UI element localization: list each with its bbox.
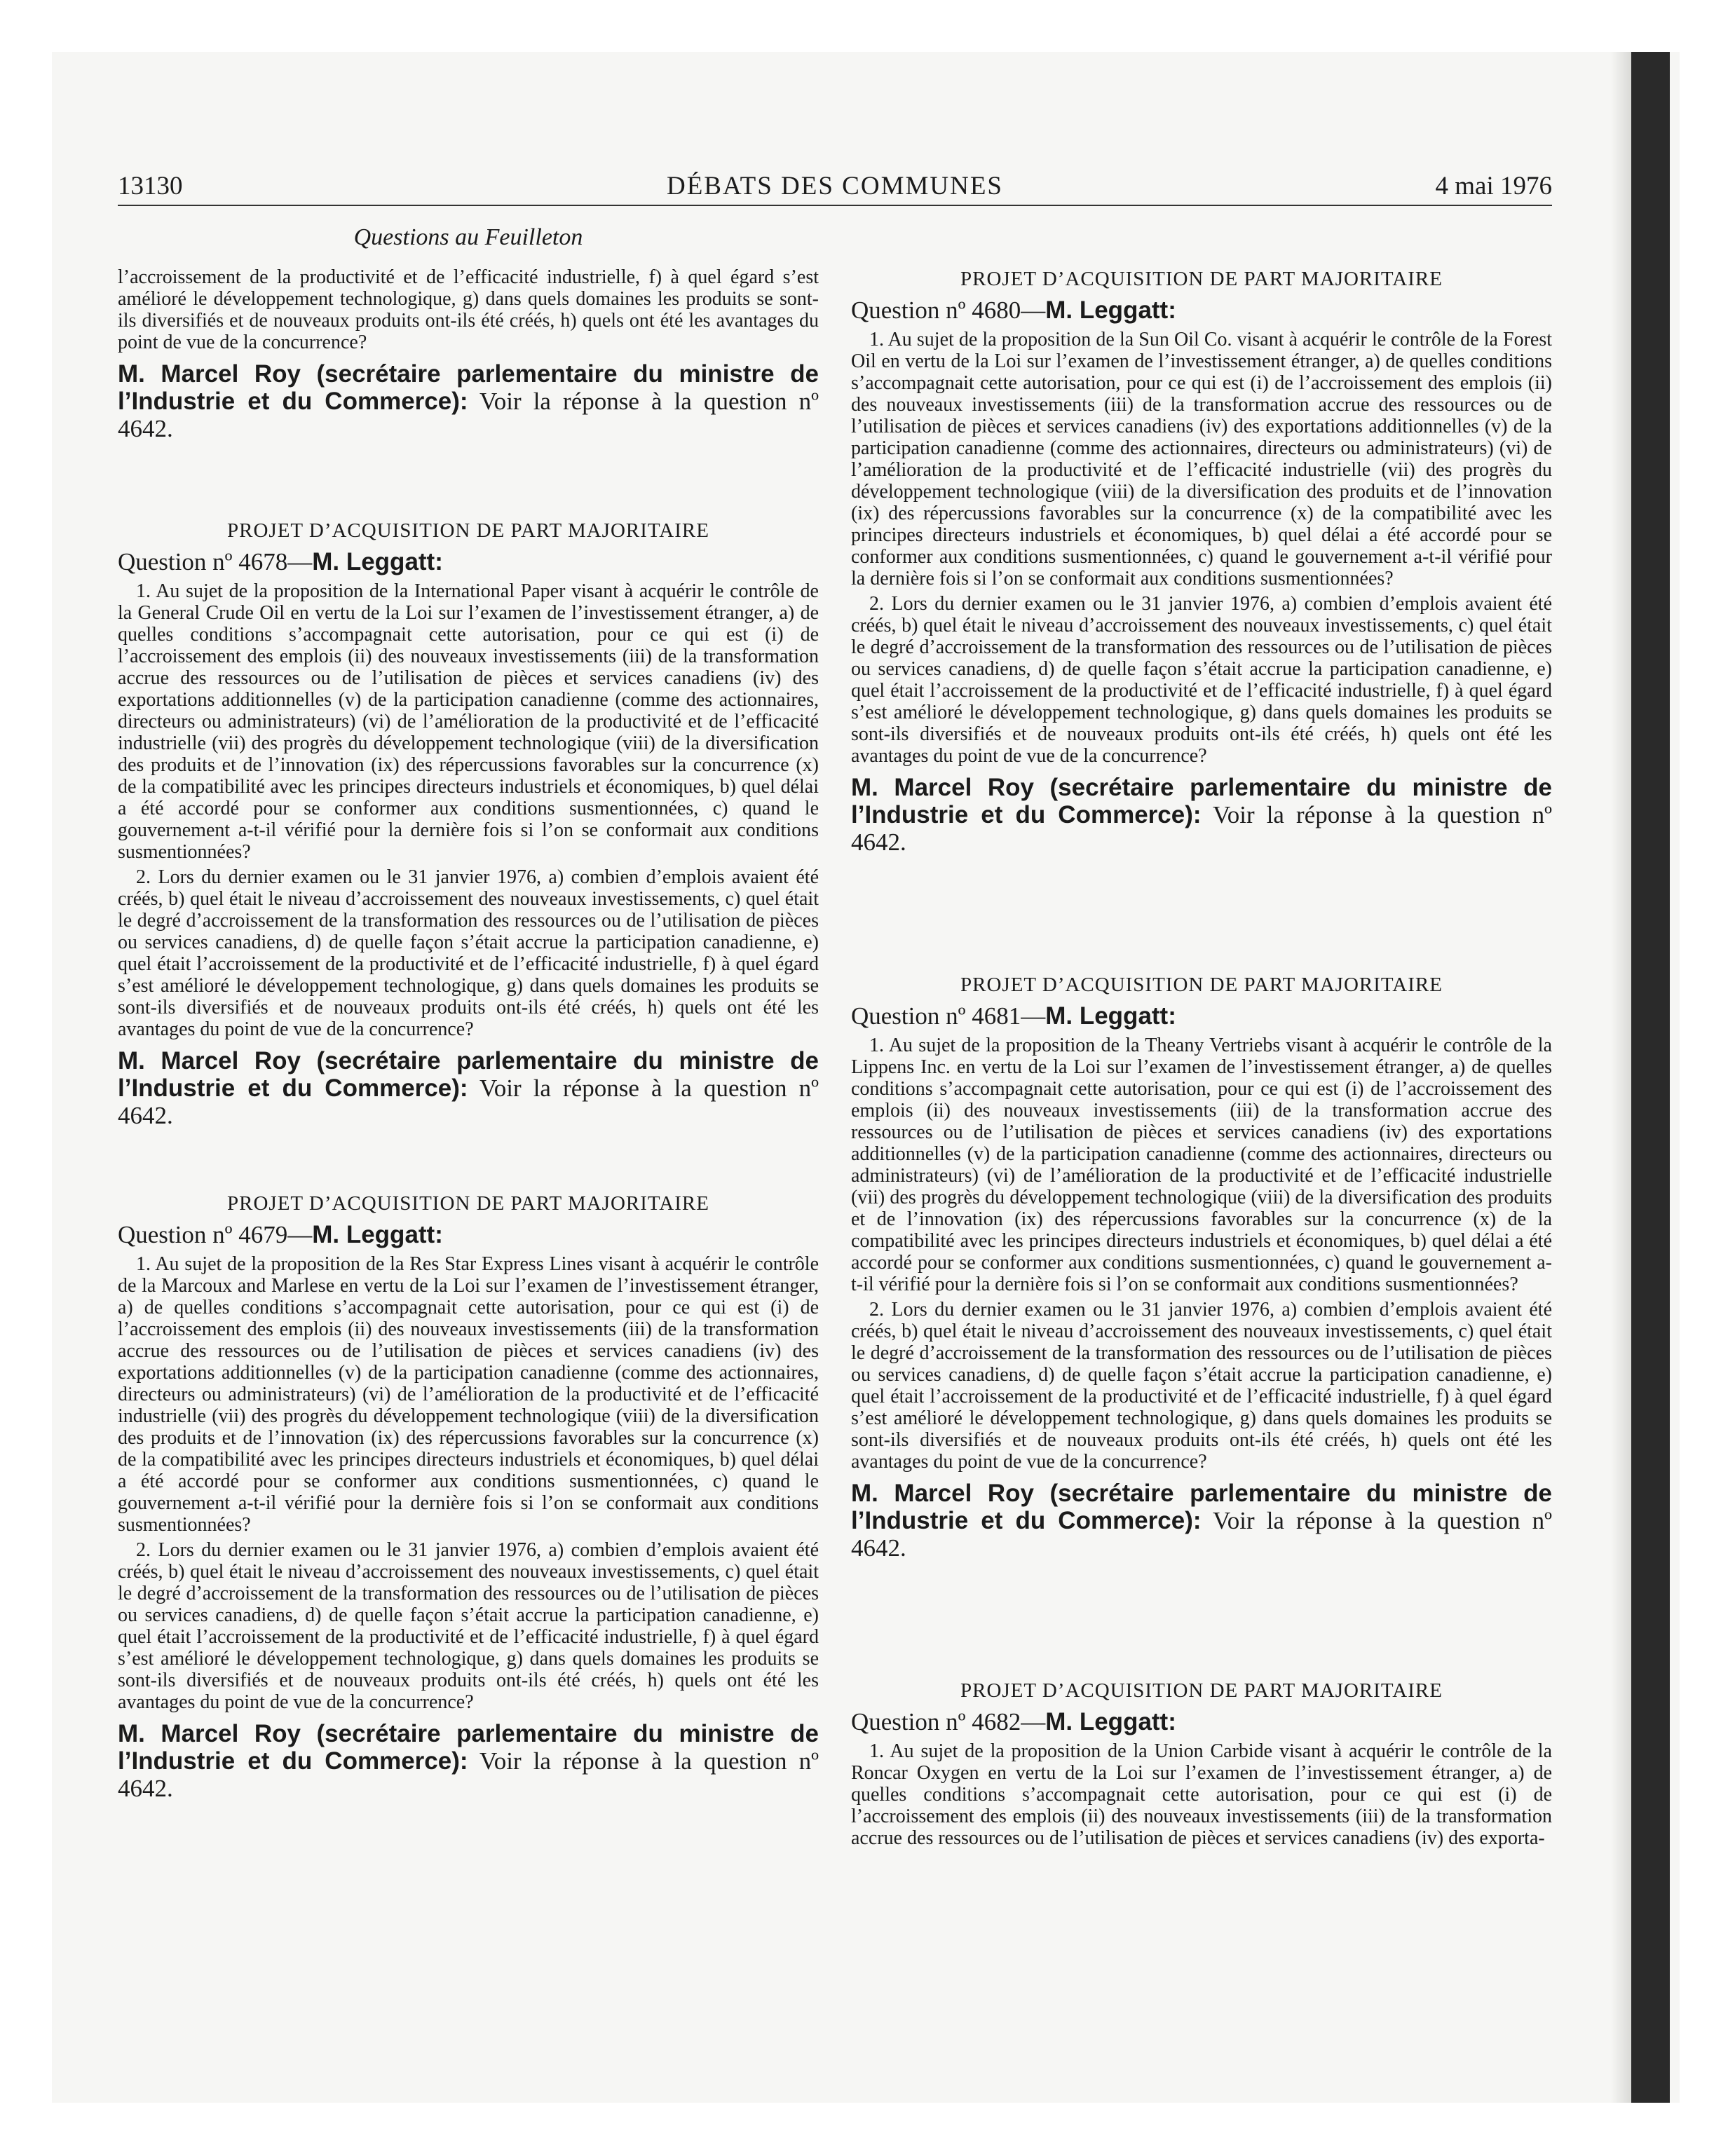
page-header xyxy=(118,171,1552,206)
question-4678 xyxy=(118,519,819,1129)
question-number: Question nº 4682— xyxy=(851,1708,1046,1735)
journal-title: DÉBATS DES COMMUNES xyxy=(666,172,1003,200)
answer-text: Voir la réponse à la question nº 4642. xyxy=(118,388,819,442)
header-rule xyxy=(118,205,1552,206)
answer-text: Voir la réponse à la question nº 4642. xyxy=(851,1507,1552,1562)
question-number: Question nº 4681— xyxy=(851,1002,1046,1030)
right-column xyxy=(851,268,1552,1853)
question-part-1: 1. Au sujet de la proposition de la Sun Oil Co. visant à acquérir le contrôle de la Forest Oil en vertu de la Loi sur l’examen de l’investissement étranger, a) de quelles conditions s’accompagnait cette autorisation, pour ce qui est (i) de l’accroissement des emplois (ii) des nouveaux investissements (iii) de la transformation accrue des ressources ou de l’utilisation de pièces et services canadiens (iv) des exportations additionnelles (v) de la participation canadienne (comme des actionnaires, directeurs ou administrateurs) (vi) de l’amélioration de la productivité et de l’efficacité industrielle (vii) des progrès du développement technologique (viii) de la diversification des produits et de l’innovation (ix) des répercussions favorables sur la concurrence (x) de la compatibilité avec les principes directeurs industriels et économiques, b) quel délai a été accordé pour se conformer aux conditions susmentionnées, c) quand le gouvernement a-t-il vérifié pour la dernière fois si l’on se conformait aux conditions susmentionnées? xyxy=(851,329,1552,589)
member-name: M. Leggatt: xyxy=(312,548,443,575)
question-part-1: 1. Au sujet de la proposition de la Union Carbide visant à acquérir le contrôle de la Roncar Oxygen en vertu de la Loi sur l’examen de l’investissement étranger, a) de quelles conditions s’accompagnait cette autorisation, pour ce qui est (i) de l’accroissement des emplois (ii) des nouveaux investissements (iii) de la transformation accrue des ressources ou de l’utilisation de pièces et services canadiens (iv) des exporta- xyxy=(851,1740,1552,1849)
question-heading xyxy=(851,1708,1552,1736)
answer-block xyxy=(851,1480,1552,1562)
section-title: PROJET D’ACQUISITION DE PART MAJORITAIRE xyxy=(960,974,1443,996)
question-heading xyxy=(851,1002,1552,1030)
answer-speaker: M. Marcel Roy (secrétaire parlementaire du ministre de l’Industrie et du Commerce): xyxy=(851,774,1552,828)
question-number: Question nº 4678— xyxy=(118,548,313,575)
question-part-1: 1. Au sujet de la proposition de la International Paper visant à acquérir le contrôle de la General Crude Oil en vertu de la Loi sur l’examen de l’investissement étranger, a) de quelles conditions s’accompagnait cette autorisation, pour ce qui est (i) de l’accroissement des emplois (ii) des nouveaux investissements (iii) de la transformation accrue des ressources ou de l’utilisation de pièces et services canadiens (iv) des exportations additionnelles (v) de la participation canadienne (comme des actionnaires, directeurs ou administrateurs) (vi) de l’amélioration de la productivité et de l’efficacité industrielle (vii) des progrès du développement technologique (viii) de la diversification des produits et de l’innovation (ix) des répercussions favorables sur la concurrence (x) de la compatibilité avec les principes directeurs industriels et économiques, b) quel délai a été accordé pour se conformer aux conditions susmentionnées, c) quand le gouvernement a-t-il vérifié pour la dernière fois si l’on se conformait aux conditions susmentionnées? xyxy=(118,580,819,863)
answer-speaker: M. Marcel Roy (secrétaire parlementaire du ministre de l’Industrie et du Commerce): xyxy=(118,1720,819,1775)
answer-speaker: M. Marcel Roy (secrétaire parlementaire du ministre de l’Industrie et du Commerce): xyxy=(118,1047,819,1102)
page-number: 13130 xyxy=(118,172,183,200)
question-heading xyxy=(118,1221,819,1249)
question-4681 xyxy=(851,974,1552,1562)
answer-block xyxy=(118,360,819,442)
member-name: M. Leggatt: xyxy=(1045,1708,1176,1735)
question-part-2: 2. Lors du dernier examen ou le 31 janvier 1976, a) combien d’emplois avaient été créés, b) quel était le niveau d’accroissement des nouveaux investissements, c) quel était le degré d’accroissement de la transformation des ressources ou de l’utilisation de pièces ou services canadiens, d) de quelle façon s’était accrue la participation canadienne, e) quel était l’accroissement de la productivité et de l’efficacité industrielle, f) à quel égard s’est amélioré le développement technologique, g) dans quels domaines les produits se sont-ils diversifiés et de nouveaux produits ont-ils été créés, h) quels ont été les avantages du point de vue de la concurrence? xyxy=(851,593,1552,767)
answer-block xyxy=(118,1047,819,1129)
running-head: Questions au Feuilleton xyxy=(353,224,583,250)
member-name: M. Leggatt: xyxy=(1045,1002,1176,1030)
section-title: PROJET D’ACQUISITION DE PART MAJORITAIRE xyxy=(960,1679,1443,1702)
question-4682 xyxy=(851,1679,1552,1849)
question-number: Question nº 4680— xyxy=(851,296,1046,324)
answer-block xyxy=(851,774,1552,856)
question-number: Question nº 4679— xyxy=(118,1221,313,1248)
answer-text: Voir la réponse à la question nº 4642. xyxy=(851,801,1552,856)
question-4679 xyxy=(118,1192,819,1802)
answer-block xyxy=(118,1720,819,1802)
answer-speaker: M. Marcel Roy (secrétaire parlementaire du ministre de l’Industrie et du Commerce): xyxy=(851,1480,1552,1534)
page-edge-shadow xyxy=(1611,52,1631,2103)
section-title: PROJET D’ACQUISITION DE PART MAJORITAIRE xyxy=(227,519,709,542)
question-part-1: 1. Au sujet de la proposition de la Res Star Express Lines visant à acquérir le contrôle de la Marcoux and Marlese en vertu de la Loi sur l’examen de l’investissement étranger, a) de quelles conditions s’accompagnait cette autorisation, pour ce qui est (i) de l’accroissement des emplois (ii) des nouveaux investissements (iii) de la transformation accrue des ressources ou de l’utilisation de pièces et services canadiens (iv) des exportations additionnelles (v) de la participation canadienne (comme des actionnaires, directeurs ou administrateurs) (vi) de l’amélioration de la productivité et de l’efficacité industrielle (vii) des progrès du développement technologique (viii) de la diversification des produits et de l’innovation (ix) des répercussions favorables sur la concurrence (x) de la compatibilité avec les principes directeurs industriels et économiques, b) quel délai a été accordé pour se conformer aux conditions susmentionnées, c) quand le gouvernement a-t-il vérifié pour la dernière fois si l’on se conformait aux conditions susmentionnées? xyxy=(118,1253,819,1536)
issue-date: 4 mai 1976 xyxy=(1435,172,1552,200)
left-column xyxy=(118,224,819,1802)
member-name: M. Leggatt: xyxy=(312,1221,443,1248)
question-4680 xyxy=(851,268,1552,856)
answer-text: Voir la réponse à la question nº 4642. xyxy=(118,1747,819,1802)
continued-paragraph: l’accroissement de la productivité et de l’efficacité industrielle, f) à quel égard s’est amélioré le développement technologique, g) dans quels domaines les produits se sont-ils diversifiés et de nouveaux produits ont-ils été créés, h) quels ont été les avantages du point de vue de la concurrence? xyxy=(118,266,819,353)
section-title: PROJET D’ACQUISITION DE PART MAJORITAIRE xyxy=(960,268,1443,290)
answer-speaker: M. Marcel Roy (secrétaire parlementaire du ministre de l’Industrie et du Commerce): xyxy=(118,360,819,415)
question-heading xyxy=(851,296,1552,325)
question-part-2: 2. Lors du dernier examen ou le 31 janvier 1976, a) combien d’emplois avaient été créés, b) quel était le niveau d’accroissement des nouveaux investissements, c) quel était le degré d’accroissement de la transformation des ressources ou de l’utilisation de pièces ou services canadiens, d) de quelle façon s’était accrue la participation canadienne, e) quel était l’accroissement de la productivité et de l’efficacité industrielle, f) à quel égard s’est amélioré le développement technologique, g) dans quels domaines les produits se sont-ils diversifiés et de nouveaux produits ont-ils été créés, h) quels ont été les avantages du point de vue de la concurrence? xyxy=(118,1539,819,1713)
member-name: M. Leggatt: xyxy=(1045,296,1176,324)
answer-text: Voir la réponse à la question nº 4642. xyxy=(118,1074,819,1129)
question-part-2: 2. Lors du dernier examen ou le 31 janvier 1976, a) combien d’emplois avaient été créés, b) quel était le niveau d’accroissement des nouveaux investissements, c) quel était le degré d’accroissement de la transformation des ressources ou de l’utilisation de pièces ou services canadiens, d) de quelle façon s’était accrue la participation canadienne, e) quel était l’accroissement de la productivité et de l’efficacité industrielle, f) à quel égard s’est amélioré le développement technologique, g) dans quels domaines les produits se sont-ils diversifiés et de nouveaux produits ont-ils été créés, h) quels ont été les avantages du point de vue de la concurrence? xyxy=(851,1299,1552,1473)
spacer xyxy=(851,856,1552,974)
section-title: PROJET D’ACQUISITION DE PART MAJORITAIRE xyxy=(227,1192,709,1215)
spacer xyxy=(851,1562,1552,1679)
question-part-1: 1. Au sujet de la proposition de la Theany Vertriebs visant à acquérir le contrôle de la Lippens Inc. en vertu de la Loi sur l’examen de l’investissement étranger, a) de quelles conditions s’accompagnait cette autorisation, pour ce qui est (i) de l’accroissement des emplois (ii) des nouveaux investissements (iii) de la transformation accrue des ressources ou de l’utilisation de pièces et services canadiens (iv) des exportations additionnelles (v) de la participation canadienne (comme des actionnaires, directeurs ou administrateurs) (vi) de l’amélioration de la productivité et de l’efficacité industrielle (vii) des progrès du développement technologique (viii) de la diversification des produits et de l’innovation (ix) des répercussions favorables sur la concurrence (x) de la compatibilité avec les principes directeurs industriels et économiques, b) quel délai a été accordé pour se conformer aux conditions susmentionnées, c) quand le gouvernement a-t-il vérifié pour la dernière fois si l’on se conformait aux conditions susmentionnées? xyxy=(851,1035,1552,1295)
spacer xyxy=(118,1129,819,1192)
scan-border xyxy=(1631,52,1670,2103)
question-heading xyxy=(118,548,819,576)
question-part-2: 2. Lors du dernier examen ou le 31 janvier 1976, a) combien d’emplois avaient été créés, b) quel était le niveau d’accroissement des nouveaux investissements, c) quel était le degré d’accroissement de la transformation des ressources ou de l’utilisation de pièces ou services canadiens, d) de quelle façon s’était accrue la participation canadienne, e) quel était l’accroissement de la productivité et de l’efficacité industrielle, f) à quel égard s’est amélioré le développement technologique, g) dans quels domaines les produits se sont-ils diversifiés et de nouveaux produits ont-ils été créés, h) quels ont été les avantages du point de vue de la concurrence? xyxy=(118,866,819,1040)
spacer xyxy=(118,442,819,519)
